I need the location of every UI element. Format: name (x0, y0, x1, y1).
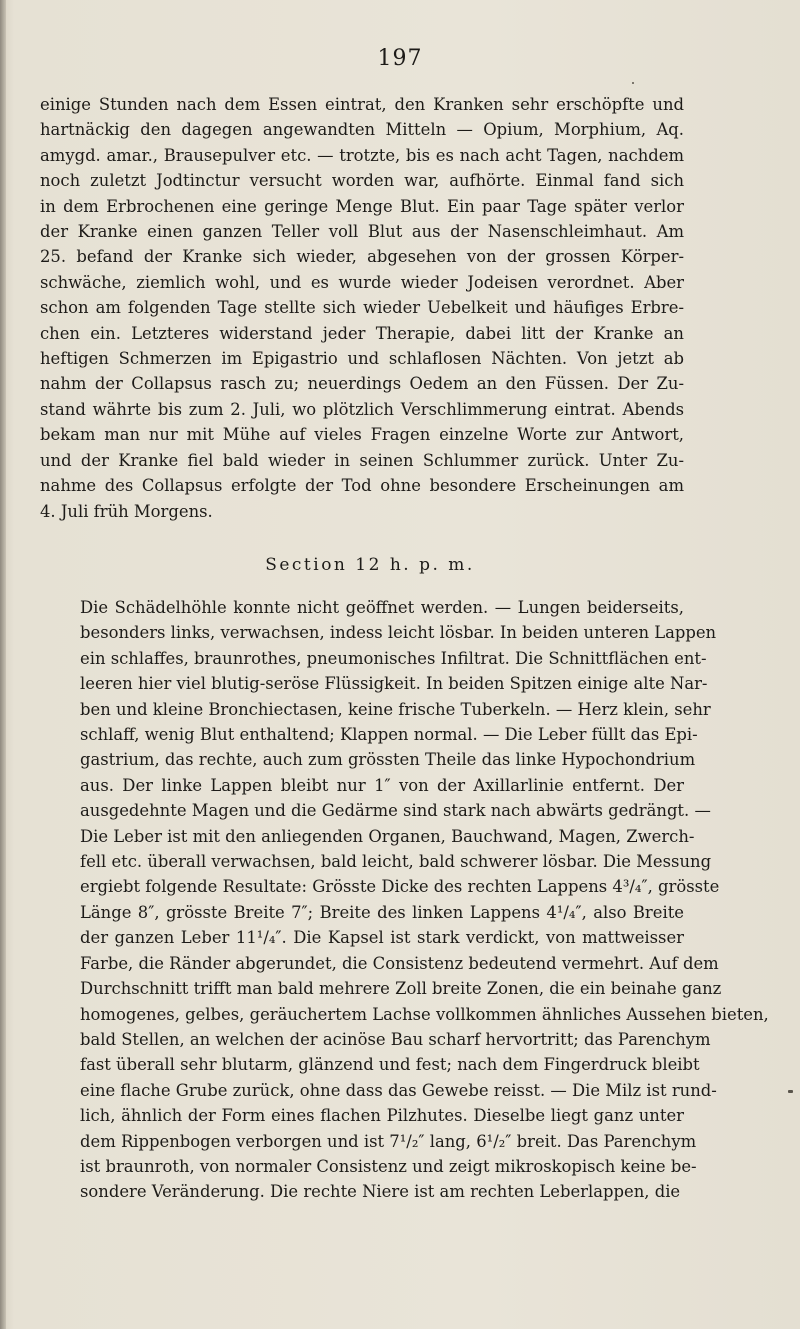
text-line: dem Rippenbogen verborgen und ist 7¹/₂″ lang, 6¹/₂″ breit. Das Parenchym (80, 1131, 697, 1151)
text-line: amygd. amar., Brausepulver etc. — trotzte, bis es nach acht Tagen, nachdem (40, 145, 684, 165)
text-line: Farbe, die Ränder abgerundet, die Consistenz bedeutend vermehrt. Auf dem (80, 953, 719, 973)
text-line: Länge 8″, grösste Breite 7″; Breite des linken Lappens 4¹/₄″, also Breite (80, 902, 684, 922)
section-heading: Section 12 h. p. m. (265, 555, 475, 575)
text-line: aus. Der linke Lappen bleibt nur 1″ von der Axillarlinie entfernt. Der (80, 775, 684, 795)
text-line: nahm der Collapsus rasch zu; neuerdings Oedem an den Füssen. Der Zu- (40, 374, 684, 394)
text-line: leeren hier viel blutig-seröse Flüssigkeit. In beiden Spitzen einige alte Nar- (80, 674, 708, 694)
text-line: schon am folgenden Tage stellte sich wieder Uebelkeit und häufiges Erbre- (40, 298, 684, 318)
text-line: Die Schädelhöhle konnte nicht geöffnet werden. — Lungen beiderseits, (80, 598, 684, 617)
text-line: heftigen Schmerzen im Epigastrio und schlaflosen Nächten. Von jetzt ab (40, 349, 684, 369)
text-line: besonders links, verwachsen, indess leicht lösbar. In beiden unteren Lappen (80, 623, 717, 643)
text-line: lich, ähnlich der Form eines flachen Pilzhutes. Dieselbe liegt ganz unter (80, 1106, 684, 1126)
text-line: ist braunroth, von normaler Consistenz und zeigt mikroskopisch keine be- (80, 1156, 697, 1176)
text-line: bekam man nur mit Mühe auf vieles Fragen einzelne Worte zur Antwort, (40, 425, 684, 445)
text-line: Die Leber ist mit den anliegenden Organen, Bauchwand, Magen, Zwerch- (80, 826, 695, 846)
text-line: ergiebt folgende Resultate: Grösste Dicke des rechten Lappens 4³/₄″, grösste (80, 877, 720, 897)
text-line: in dem Erbrochenen eine geringe Menge Blut. Ein paar Tage später verlor (40, 196, 684, 216)
text-line: nahme des Collapsus erfolgte der Tod ohne besondere Erscheinungen am (40, 476, 684, 496)
text-line: 25. befand der Kranke sich wieder, abgesehen von der grossen Körper- (40, 247, 684, 267)
text-line: ausgedehnte Magen und die Gedärme sind stark nach abwärts gedrängt. — (80, 801, 711, 821)
text-line: schwäche, ziemlich wohl, und es wurde wieder Jodeisen verordnet. Aber (40, 272, 684, 292)
text-line: ein schlaffes, braunrothes, pneumonisches Infiltrat. Die Schnittflächen ent- (80, 648, 707, 668)
text-line: der ganzen Leber 11¹/₄″. Die Kapsel ist stark verdickt, von mattweisser (80, 928, 684, 948)
text-line: ben und kleine Bronchiectasen, keine frische Tuberkeln. — Herz klein, sehr (80, 699, 711, 719)
text-line: einige Stunden nach dem Essen eintrat, den Kranken sehr erschöpfte und (40, 95, 684, 114)
text-line: hartnäckig den dagegen angewandten Mitteln — Opium, Morphium, Aq. (40, 120, 684, 140)
paper-speck (788, 1090, 793, 1093)
text-line: eine flache Grube zurück, ohne dass das Gewebe reisst. — Die Milz ist rund- (80, 1080, 717, 1100)
text-line: chen ein. Letzteres widerstand jeder Therapie, dabei litt der Kranke an (40, 323, 684, 343)
text-line: stand währte bis zum 2. Juli, wo plötzlich Verschlimmerung eintrat. Abends (40, 399, 684, 419)
page-binding-edge (0, 0, 6, 1329)
text-line: homogenes, gelbes, geräuchertem Lachse vollkommen ähnliches Aussehen bieten, (80, 1004, 769, 1024)
paper-speck (632, 82, 634, 84)
text-line: und der Kranke fiel bald wieder in seinen Schlummer zurück. Unter Zu- (40, 450, 684, 470)
text-line: Durchschnitt trifft man bald mehrere Zoll breite Zonen, die ein beinahe ganz (80, 979, 722, 999)
paragraph-2 (40, 595, 769, 1205)
text-line: schlaff, wenig Blut enthaltend; Klappen normal. — Die Leber füllt das Epi- (80, 725, 698, 745)
text-line: noch zuletzt Jodtinctur versucht worden war, aufhörte. Einmal fand sich (40, 171, 684, 191)
text-line: gastrium, das rechte, auch zum grössten Theile das linke Hypochondrium (80, 750, 696, 770)
page-number: 197 (377, 46, 423, 71)
text-line: bald Stellen, an welchen der acinöse Bau scharf hervortritt; das Parenchym (80, 1029, 711, 1049)
text-line: sondere Veränderung. Die rechte Niere ist am rechten Leberlappen, die (80, 1182, 681, 1202)
text-line: 4. Juli früh Morgens. (40, 501, 213, 521)
text-line: fast überall sehr blutarm, glänzend und fest; nach dem Fingerdruck bleibt (80, 1055, 700, 1075)
text-line: fell etc. überall verwachsen, bald leicht, bald schwerer lösbar. Die Messung (80, 852, 712, 872)
paragraph-1 (40, 92, 684, 524)
text-line: der Kranke einen ganzen Teller voll Blut aus der Nasenschleimhaut. Am (40, 222, 684, 242)
